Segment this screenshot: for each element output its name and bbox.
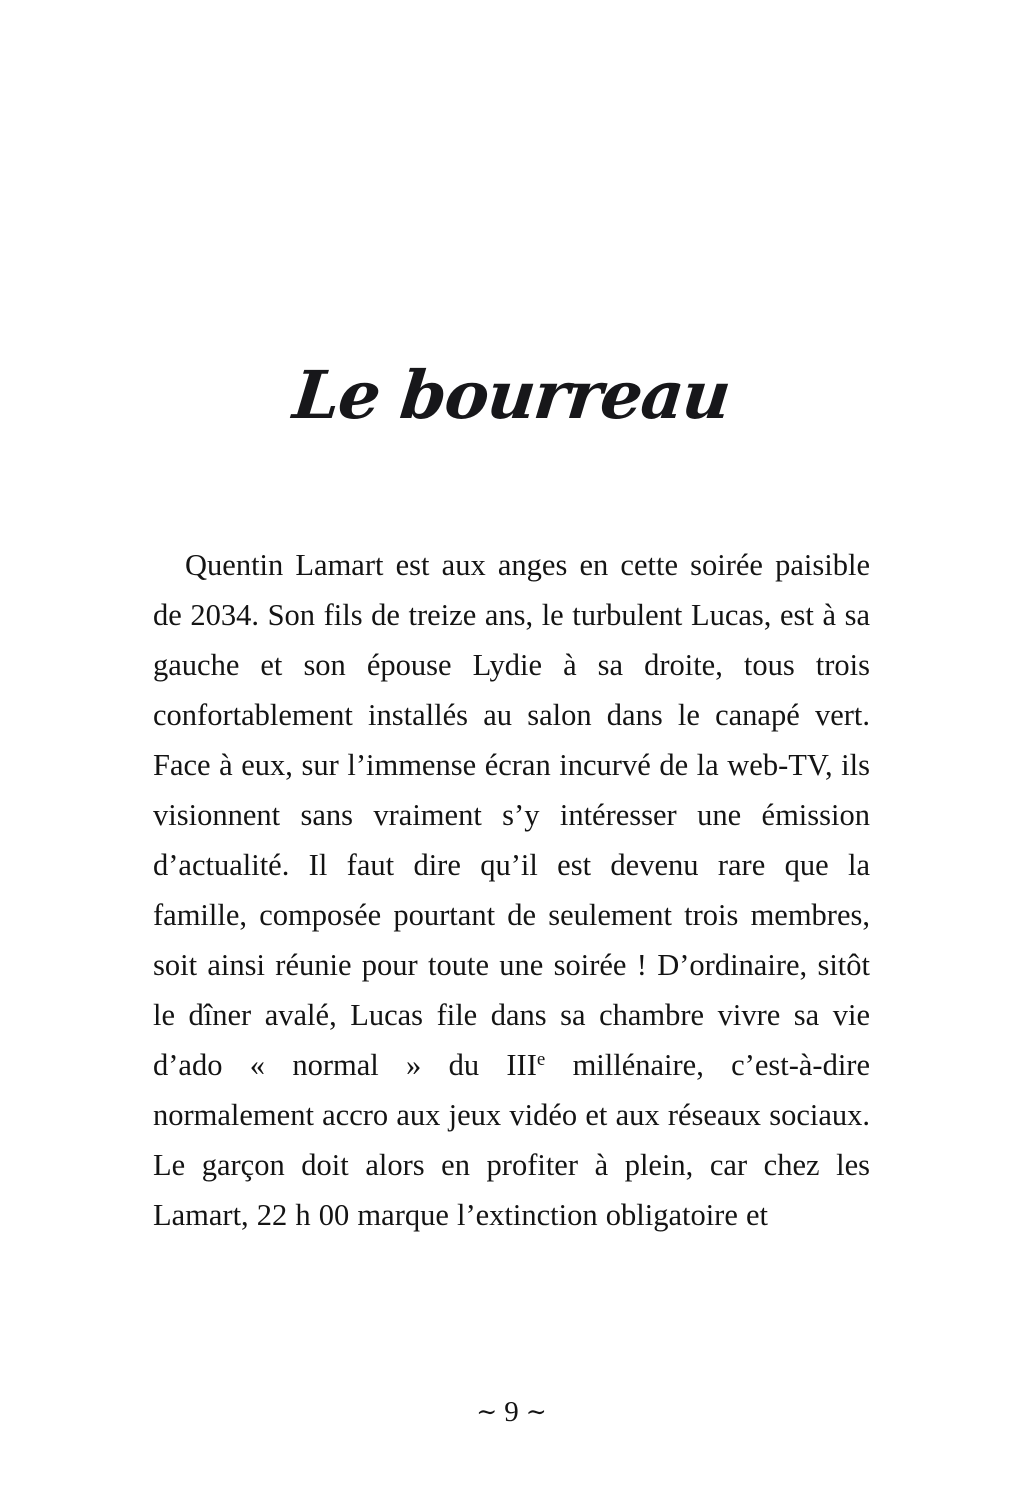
body-paragraph <box>153 540 870 1240</box>
body-text-block <box>153 540 870 1240</box>
ornament-left-icon: ∼ <box>476 1398 498 1426</box>
chapter-title: Le bourreau <box>289 356 734 435</box>
page-footer <box>0 1396 1023 1429</box>
ordinal-suffix: e <box>536 1049 546 1071</box>
page-number: 9 <box>504 1396 519 1428</box>
ornament-right-icon: ∼ <box>525 1398 547 1426</box>
paragraph-text-after-ordinal: millénaire, c’est-à-dire normalement accro aux jeux vidéo et aux réseaux sociaux. Le garçon doit alors en profiter à plein, car chez les Lamart, 22 h 00 marque l’extinction obligatoire et <box>153 1048 870 1232</box>
paragraph-text-before-ordinal: Quentin Lamart est aux anges en cette soirée paisible de 2034. Son fils de treize ans, le turbulent Lucas, est à sa gauche et son épouse Lydie à sa droite, tous trois confortablement installés au salon dans le canapé vert. Face à eux, sur l’immense écran incurvé de la web-TV, ils visionnent sans vraiment s’y intéresser une émission d’actualité. Il faut dire qu’il est devenu rare que la famille, composée pourtant de seulement trois membres, soit ainsi réunie pour toute une soirée ! D’ordinaire, sitôt le dîner avalé, Lucas file dans sa chambre vivre sa vie d’ado « normal » du III <box>153 548 870 1082</box>
